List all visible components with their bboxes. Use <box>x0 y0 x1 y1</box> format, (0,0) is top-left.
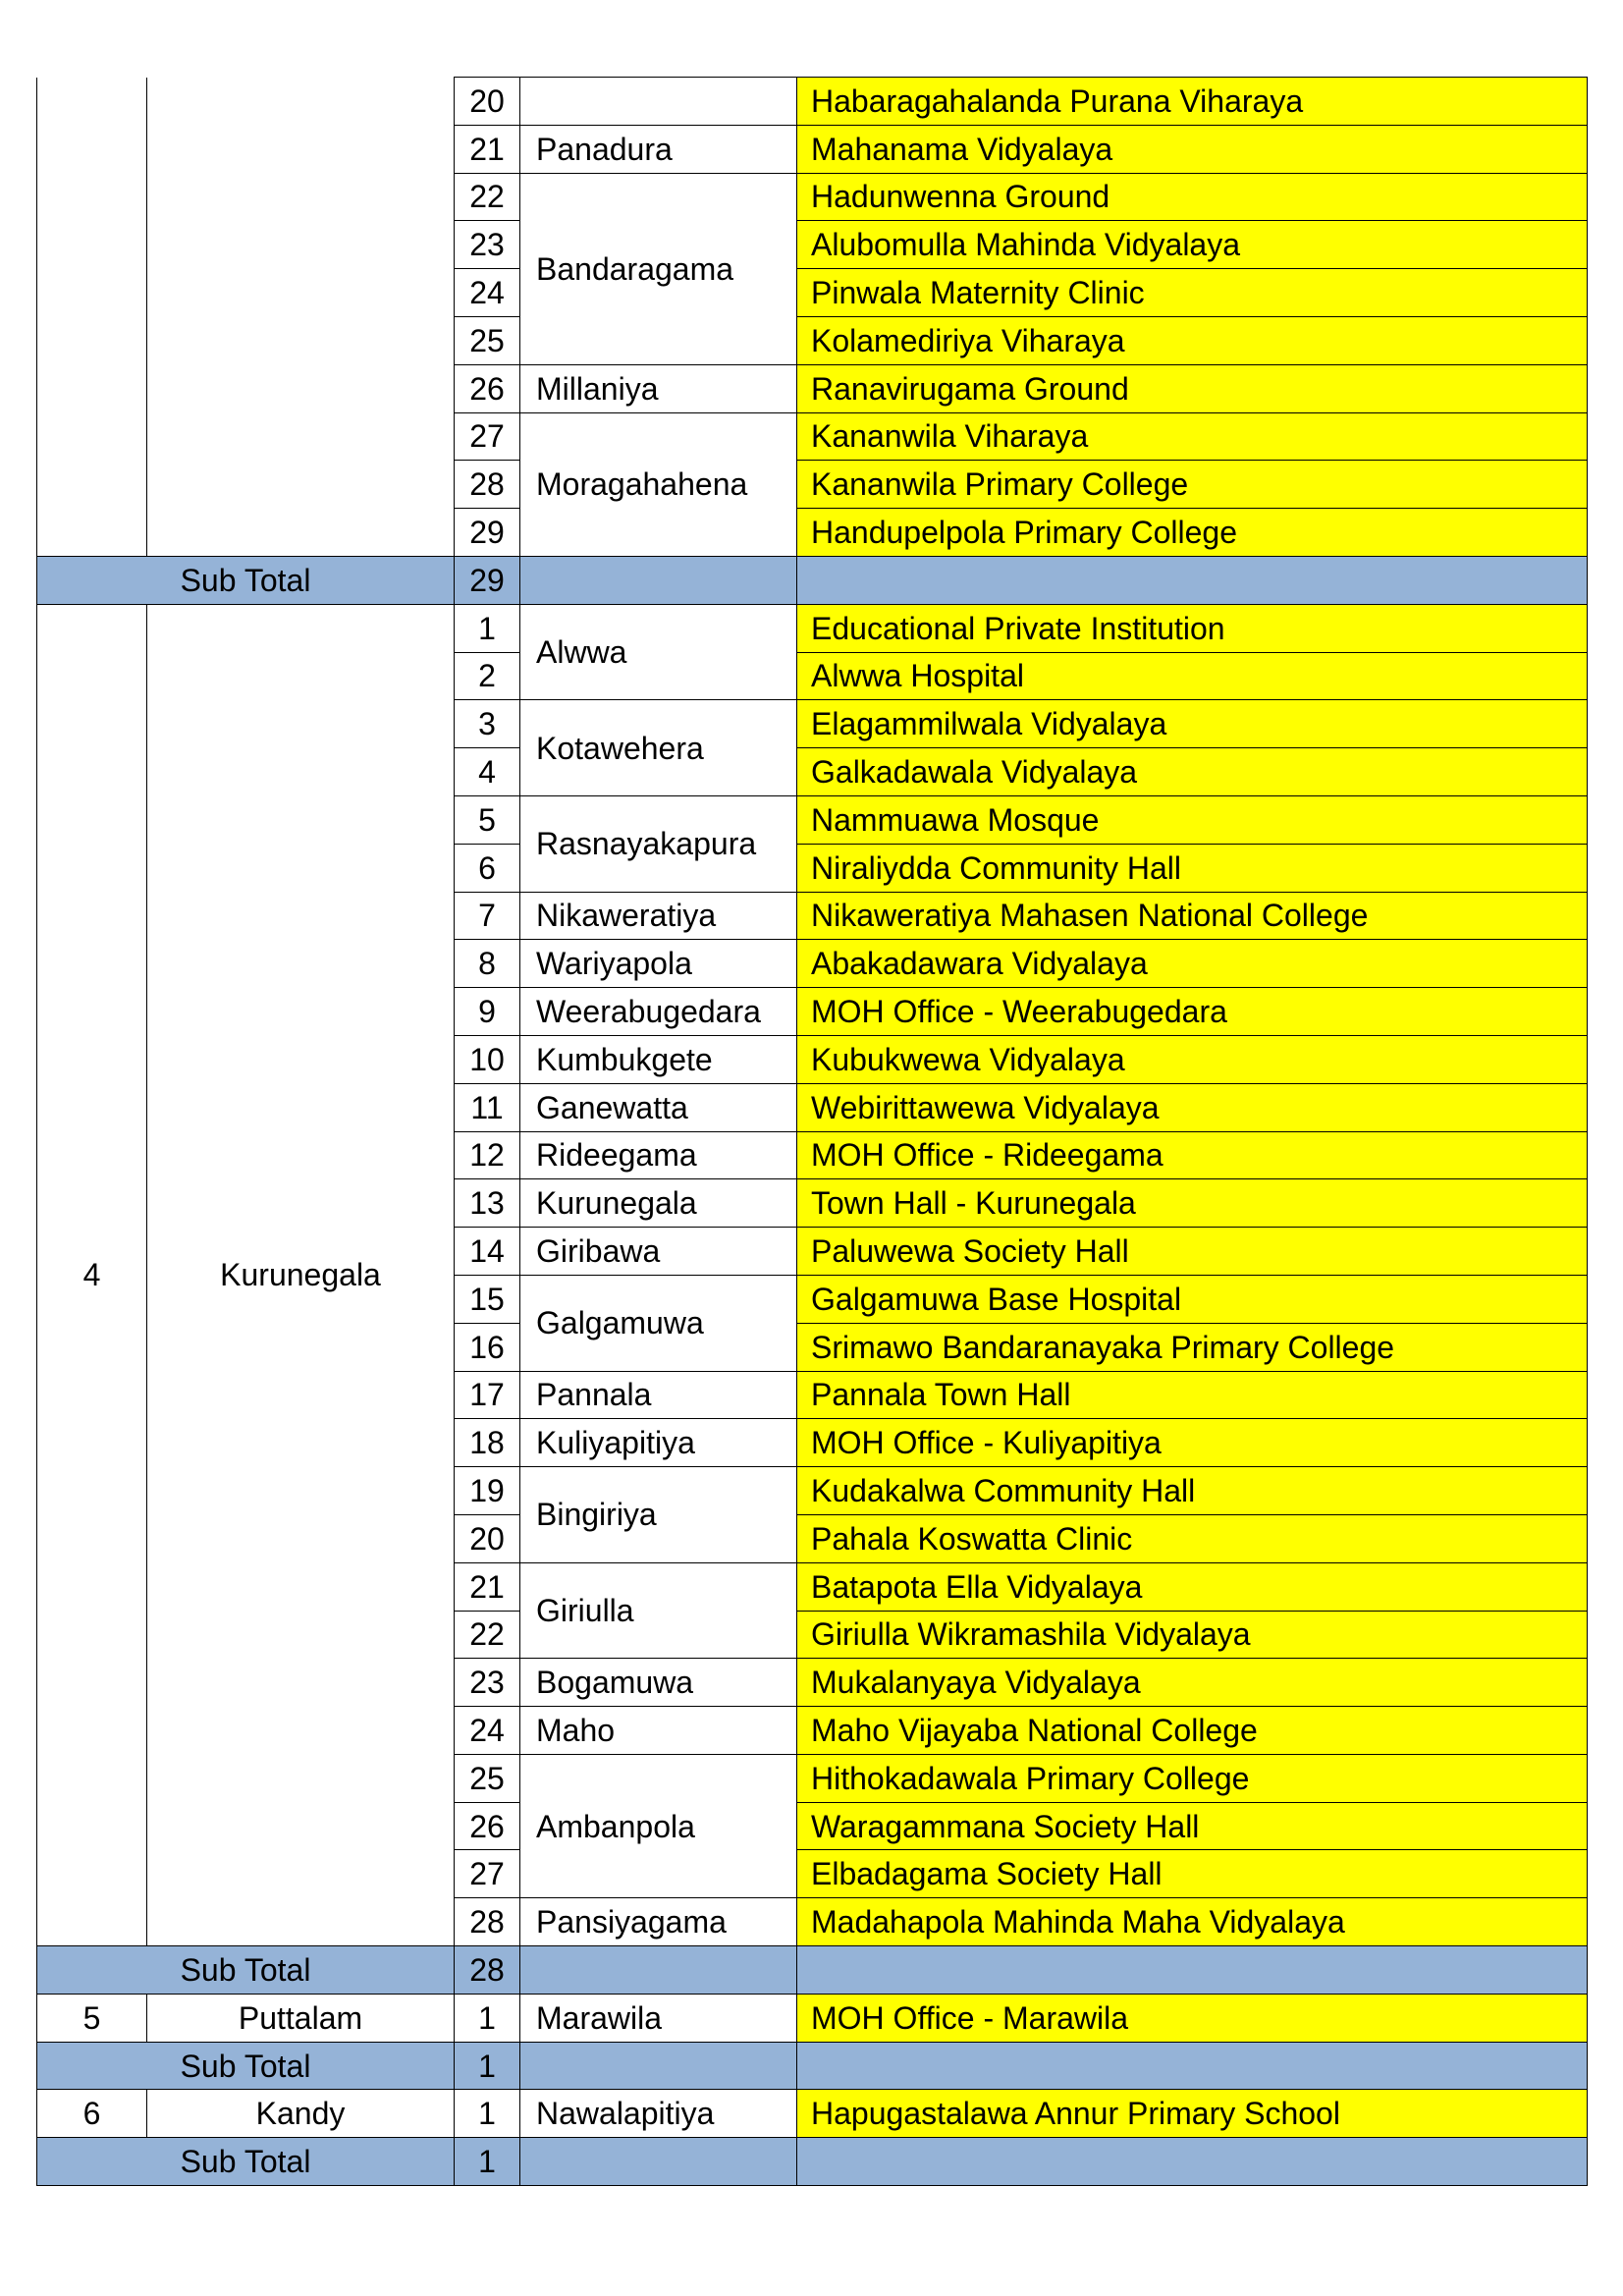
centre-number-cell: 19 <box>455 1467 520 1515</box>
centre-number-cell: 20 <box>455 1514 520 1562</box>
centre-number-cell: 14 <box>455 1228 520 1276</box>
vaccination-centre-cell: Galkadawala Vidyalaya <box>797 748 1588 796</box>
vaccination-centre-cell: Abakadawara Vidyalaya <box>797 940 1588 988</box>
centre-number-cell: 6 <box>455 844 520 892</box>
empty-cell <box>520 556 797 604</box>
empty-cell <box>797 556 1588 604</box>
vaccination-centre-cell: Kananwila Viharaya <box>797 412 1588 461</box>
vaccination-centre-cell: Batapota Ella Vidyalaya <box>797 1562 1588 1611</box>
centre-number-cell: 29 <box>455 509 520 557</box>
centre-number-cell: 27 <box>455 1850 520 1898</box>
sub-total-value: 1 <box>455 2042 520 2090</box>
vaccination-centre-cell: Madahapola Mahinda Maha Vidyalaya <box>797 1898 1588 1946</box>
vaccination-centre-cell: Pinwala Maternity Clinic <box>797 269 1588 317</box>
moh-area-cell: Moragahahena <box>520 412 797 556</box>
vaccination-centre-cell: Nikaweratiya Mahasen National College <box>797 892 1588 940</box>
district-cell: Kandy <box>147 2090 455 2138</box>
vaccination-centre-cell: Webirittawewa Vidyalaya <box>797 1083 1588 1131</box>
vaccination-centre-cell: MOH Office - Marawila <box>797 1994 1588 2042</box>
empty-cell <box>520 1946 797 1995</box>
vaccination-centre-cell: Handupelpola Primary College <box>797 509 1588 557</box>
sub-total-label: Sub Total <box>37 2138 455 2186</box>
centre-number-cell: 23 <box>455 221 520 269</box>
vaccination-centre-cell: Maho Vijayaba National College <box>797 1707 1588 1755</box>
centre-number-cell: 12 <box>455 1131 520 1179</box>
moh-area-cell: Giriulla <box>520 1562 797 1659</box>
moh-area-cell: Bandaragama <box>520 173 797 364</box>
empty-cell <box>797 2042 1588 2090</box>
centre-number-cell: 18 <box>455 1419 520 1467</box>
vaccination-centre-cell: Hithokadawala Primary College <box>797 1754 1588 1802</box>
moh-area-cell: Panadura <box>520 125 797 173</box>
vaccination-centre-cell: Kubukwewa Vidyalaya <box>797 1035 1588 1083</box>
centre-number-cell: 16 <box>455 1323 520 1371</box>
table-row <box>37 78 1588 126</box>
centre-number-cell: 28 <box>455 461 520 509</box>
sub-total-row <box>37 2138 1588 2186</box>
centre-number-cell: 10 <box>455 1035 520 1083</box>
centre-number-cell: 3 <box>455 700 520 748</box>
centre-number-cell: 8 <box>455 940 520 988</box>
district-cell: Puttalam <box>147 1994 455 2042</box>
moh-area-cell: Bogamuwa <box>520 1659 797 1707</box>
centre-number-cell: 5 <box>455 795 520 844</box>
vaccination-centre-cell: Kolamediriya Viharaya <box>797 316 1588 364</box>
district-cell: Kurunegala <box>147 604 455 1945</box>
centre-number-cell: 13 <box>455 1179 520 1228</box>
centre-number-cell: 21 <box>455 125 520 173</box>
vaccination-centre-cell: Galgamuwa Base Hospital <box>797 1275 1588 1323</box>
centre-number-cell: 26 <box>455 364 520 412</box>
centre-number-cell: 27 <box>455 412 520 461</box>
moh-area-cell: Rideegama <box>520 1131 797 1179</box>
centre-number-cell: 2 <box>455 652 520 700</box>
vaccination-centre-cell: Mukalanyaya Vidyalaya <box>797 1659 1588 1707</box>
sub-total-row <box>37 1946 1588 1995</box>
moh-area-cell: Wariyapola <box>520 940 797 988</box>
moh-area-cell: Ambanpola <box>520 1754 797 1897</box>
centre-number-cell: 11 <box>455 1083 520 1131</box>
moh-area-cell: Pansiyagama <box>520 1898 797 1946</box>
centre-number-cell: 20 <box>455 78 520 126</box>
vaccination-centre-cell: Srimawo Bandaranayaka Primary College <box>797 1323 1588 1371</box>
sub-total-row <box>37 2042 1588 2090</box>
centre-number-cell: 17 <box>455 1371 520 1419</box>
centre-number-cell: 22 <box>455 173 520 221</box>
moh-area-cell: Pannala <box>520 1371 797 1419</box>
centre-number-cell: 25 <box>455 1754 520 1802</box>
vaccination-centre-cell: Waragammana Society Hall <box>797 1802 1588 1850</box>
vaccination-centre-cell: Mahanama Vidyalaya <box>797 125 1588 173</box>
vaccination-centre-cell: Niraliydda Community Hall <box>797 844 1588 892</box>
moh-area-cell: Maho <box>520 1707 797 1755</box>
centre-number-cell: 21 <box>455 1562 520 1611</box>
serial-number-cell: 6 <box>37 2090 147 2138</box>
vaccination-centre-cell: MOH Office - Kuliyapitiya <box>797 1419 1588 1467</box>
moh-area-cell: Alwwa <box>520 604 797 700</box>
table-row <box>37 2090 1588 2138</box>
vaccination-centre-cell: Giriulla Wikramashila Vidyalaya <box>797 1611 1588 1659</box>
moh-area-cell: Galgamuwa <box>520 1275 797 1371</box>
vaccination-centre-cell: Habaragahalanda Purana Viharaya <box>797 78 1588 126</box>
vaccination-centre-cell: Town Hall - Kurunegala <box>797 1179 1588 1228</box>
empty-cell <box>520 2138 797 2186</box>
vaccination-centre-cell: Kudakalwa Community Hall <box>797 1467 1588 1515</box>
centre-number-cell: 1 <box>455 2090 520 2138</box>
moh-area-cell: Nawalapitiya <box>520 2090 797 2138</box>
vaccination-centre-cell: Hapugastalawa Annur Primary School <box>797 2090 1588 2138</box>
table-row <box>37 604 1588 652</box>
vaccination-centre-cell: MOH Office - Rideegama <box>797 1131 1588 1179</box>
centre-number-cell: 15 <box>455 1275 520 1323</box>
serial-number-cell: 5 <box>37 1994 147 2042</box>
moh-area-cell: Kuliyapitiya <box>520 1419 797 1467</box>
moh-area-cell: Rasnayakapura <box>520 795 797 892</box>
vaccination-centre-cell: Elbadagama Society Hall <box>797 1850 1588 1898</box>
vaccination-centre-cell: Educational Private Institution <box>797 604 1588 652</box>
moh-area-cell: Marawila <box>520 1994 797 2042</box>
vaccination-centre-cell: MOH Office - Weerabugedara <box>797 988 1588 1036</box>
sub-total-label: Sub Total <box>37 2042 455 2090</box>
vaccination-centre-cell: Kananwila Primary College <box>797 461 1588 509</box>
centre-number-cell: 4 <box>455 748 520 796</box>
empty-cell <box>797 1946 1588 1995</box>
empty-cell <box>797 2138 1588 2186</box>
centre-number-cell: 22 <box>455 1611 520 1659</box>
moh-area-cell: Nikaweratiya <box>520 892 797 940</box>
serial-number-cell: 4 <box>37 604 147 1945</box>
centre-number-cell: 28 <box>455 1898 520 1946</box>
empty-cell <box>520 2042 797 2090</box>
district-cell <box>147 78 455 557</box>
moh-area-cell: Kurunegala <box>520 1179 797 1228</box>
moh-area-cell: Kotawehera <box>520 700 797 796</box>
sub-total-value: 28 <box>455 1946 520 1995</box>
moh-area-cell: Ganewatta <box>520 1083 797 1131</box>
centre-number-cell: 1 <box>455 1994 520 2042</box>
centre-number-cell: 26 <box>455 1802 520 1850</box>
sub-total-label: Sub Total <box>37 1946 455 1995</box>
moh-area-cell: Millaniya <box>520 364 797 412</box>
vaccination-centre-cell: Elagammilwala Vidyalaya <box>797 700 1588 748</box>
serial-number-cell <box>37 78 147 557</box>
centre-number-cell: 9 <box>455 988 520 1036</box>
vaccination-centre-cell: Alubomulla Mahinda Vidyalaya <box>797 221 1588 269</box>
moh-area-cell: Kumbukgete <box>520 1035 797 1083</box>
vaccination-centre-cell: Ranavirugama Ground <box>797 364 1588 412</box>
vaccination-centre-cell: Nammuawa Mosque <box>797 795 1588 844</box>
vaccination-centres-table <box>36 77 1588 2186</box>
moh-area-cell: Giribawa <box>520 1228 797 1276</box>
centre-number-cell: 7 <box>455 892 520 940</box>
sub-total-value: 29 <box>455 556 520 604</box>
vaccination-centre-cell: Hadunwenna Ground <box>797 173 1588 221</box>
centre-number-cell: 25 <box>455 316 520 364</box>
centre-number-cell: 24 <box>455 1707 520 1755</box>
vaccination-centre-cell: Pannala Town Hall <box>797 1371 1588 1419</box>
table-body <box>37 78 1588 2186</box>
centre-number-cell: 24 <box>455 269 520 317</box>
sub-total-label: Sub Total <box>37 556 455 604</box>
moh-area-cell <box>520 78 797 126</box>
vaccination-centre-cell: Pahala Koswatta Clinic <box>797 1514 1588 1562</box>
vaccination-centre-cell: Paluwewa Society Hall <box>797 1228 1588 1276</box>
sub-total-value: 1 <box>455 2138 520 2186</box>
moh-area-cell: Weerabugedara <box>520 988 797 1036</box>
centre-number-cell: 23 <box>455 1659 520 1707</box>
centre-number-cell: 1 <box>455 604 520 652</box>
sub-total-row <box>37 556 1588 604</box>
table-row <box>37 1994 1588 2042</box>
vaccination-centre-cell: Alwwa Hospital <box>797 652 1588 700</box>
moh-area-cell: Bingiriya <box>520 1467 797 1563</box>
